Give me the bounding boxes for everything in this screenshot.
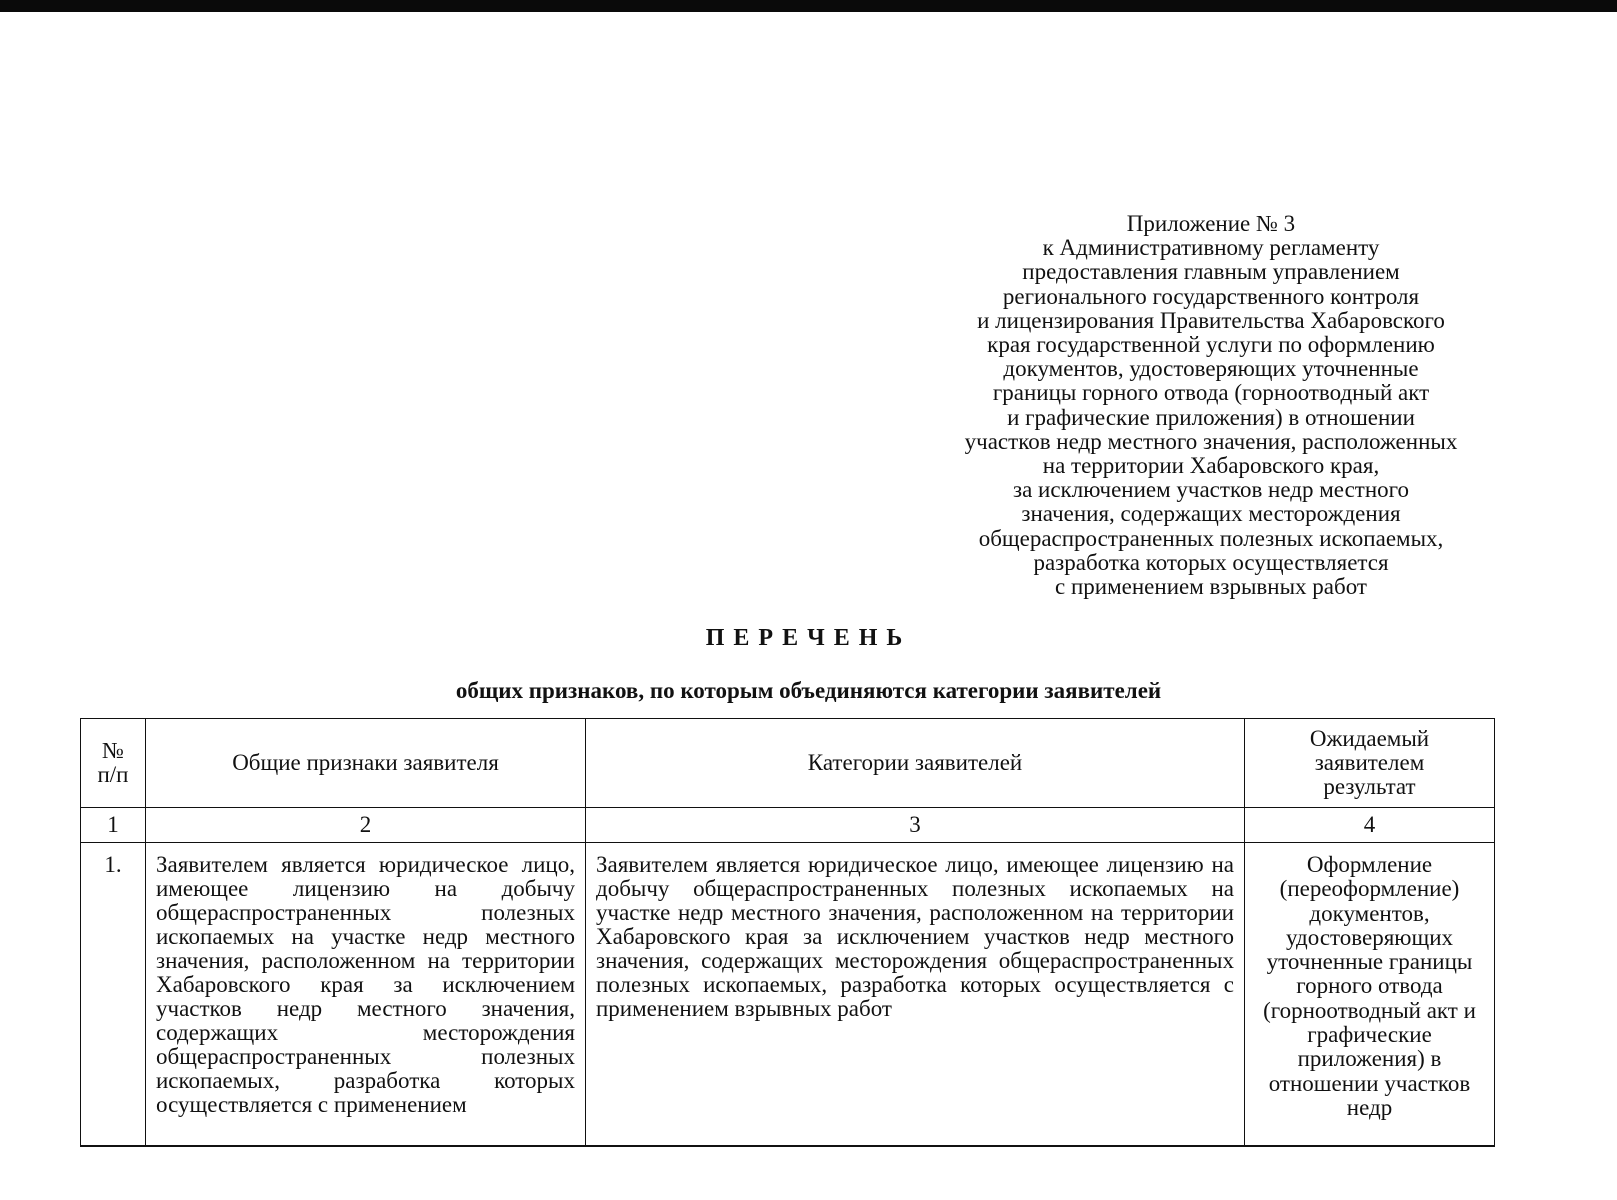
appendix-line: участков недр местного значения, расположенных bbox=[964, 428, 1458, 454]
column-number: 3 bbox=[586, 808, 1245, 843]
appendix-line: общераспространенных полезных ископаемых, bbox=[978, 525, 1444, 551]
document-subtitle: общих признаков, по которым объединяются категории заявителей bbox=[455, 678, 1162, 703]
result-cell bbox=[1245, 843, 1495, 1147]
header-categories: Категории заявителей bbox=[586, 719, 1245, 808]
appendix-line: и лицензирования Правительства Хабаровского bbox=[977, 307, 1445, 333]
categories-text: Заявителем является юридическое лицо, имеющее лицензию на добычу общераспространенных полезных ископаемых на участке недр местного значения, расположенном на территории Хабаровского края за исключением участков недр местного значения, содержащих месторождения общераспространенных полезных ископаемых, разработка которых осуществляется с применением взрывных работ bbox=[596, 852, 1234, 1021]
header-result-line: Ожидаемый bbox=[1309, 726, 1430, 751]
appendix-line: разработка которых осуществляется bbox=[1033, 549, 1389, 575]
result-text: Оформление (переоформление) документов, удостоверяющих уточненные границы горного отвода (горноотводный акт и графические приложения) в отношении участков недр bbox=[1263, 852, 1476, 1120]
appendix-line: с применением взрывных работ bbox=[1055, 574, 1367, 600]
column-number-row bbox=[81, 808, 1495, 843]
table-row bbox=[81, 843, 1495, 1147]
appendix-line: документов, удостоверяющих уточненные bbox=[1003, 356, 1419, 382]
appendix-line: за исключением участков недр местного bbox=[1012, 477, 1409, 503]
appendix-line: регионального государственного контроля bbox=[1002, 283, 1420, 309]
appendix-line: границы горного отвода (горноотводный акт bbox=[992, 380, 1430, 406]
header-number-line: № bbox=[102, 738, 124, 763]
header-result-line: заявителем bbox=[1314, 750, 1425, 775]
document-title: ПЕРЕЧЕНЬ bbox=[705, 625, 912, 651]
header-number-line: п/п bbox=[97, 762, 129, 787]
categories-cell bbox=[586, 843, 1245, 1147]
header-result-line: результат bbox=[1323, 774, 1416, 799]
appendix-line: значения, содержащих месторождения bbox=[1021, 501, 1401, 527]
header-features: Общие признаки заявителя bbox=[146, 719, 586, 808]
appendix-line: предоставления главным управлением bbox=[1022, 259, 1400, 285]
column-number: 2 bbox=[146, 808, 586, 843]
column-number: 4 bbox=[1245, 808, 1495, 843]
appendix-line: Приложение № 3 bbox=[1126, 211, 1296, 236]
table-header-row bbox=[81, 719, 1495, 808]
column-number: 1 bbox=[81, 808, 146, 843]
applicant-categories-table bbox=[80, 718, 1495, 1147]
appendix-line: на территории Хабаровского края, bbox=[1042, 453, 1380, 479]
header-number bbox=[81, 719, 146, 808]
appendix-line: к Административному регламенту bbox=[1042, 235, 1380, 261]
appendix-line: края государственной услуги по оформлению bbox=[987, 332, 1435, 358]
header-result bbox=[1245, 719, 1495, 808]
features-cell bbox=[146, 843, 586, 1147]
appendix-line: и графические приложения) в отношении bbox=[1007, 404, 1415, 430]
appendix-header bbox=[905, 212, 1517, 599]
features-text: Заявителем является юридическое лицо, имеющее лицензию на добычу общераспространенных полезных ископаемых на участке недр местного значения, расположенном на территории Хабаровского края за исключением участков недр местного значения, содержащих месторождения общераспространенных полезных ископаемых, разработка которых осуществляется с применением bbox=[156, 852, 575, 1117]
scan-top-edge bbox=[0, 0, 1617, 12]
row-number-cell bbox=[81, 843, 146, 1147]
row-number: 1. bbox=[104, 852, 122, 877]
